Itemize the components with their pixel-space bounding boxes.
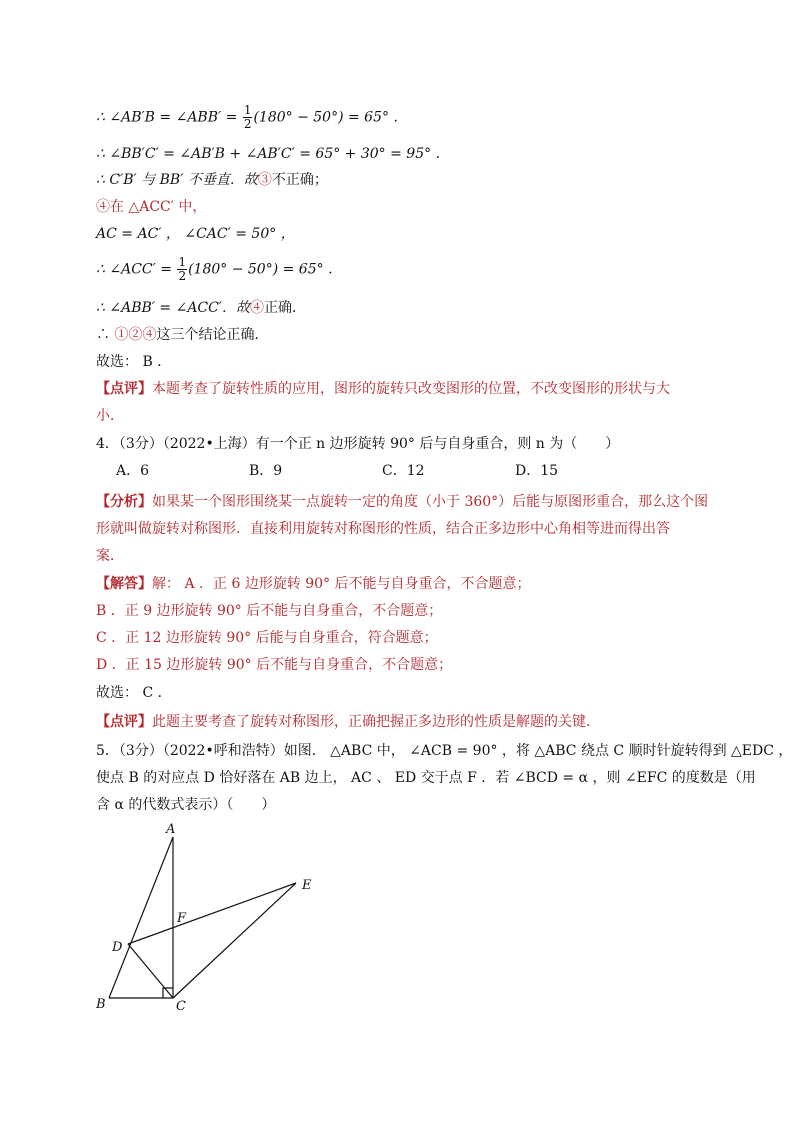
circled-number-4: ④ bbox=[250, 300, 265, 316]
option-d: D．15 bbox=[515, 463, 559, 479]
circled-numbers: ①②④ bbox=[114, 327, 157, 343]
label-a: A bbox=[166, 822, 176, 837]
review-line-2: 小． bbox=[96, 408, 124, 424]
question-5-stem-line-3: 含 α 的代数式表示）（ ） bbox=[96, 797, 276, 813]
solution-line-2: ∴ ∠BB′C′ = ∠AB′B + ∠AB′C′ = 65° + 30° = 95° . bbox=[96, 146, 441, 162]
fraction-denominator: 2 bbox=[243, 117, 252, 131]
answer-text: 解： A ．正 6 边形旋转 90° 后不能与自身重合，不合题意； bbox=[152, 576, 531, 592]
solution-line-4: ④在 △ACC′ 中， bbox=[96, 199, 207, 215]
review-text: 此题主要考查了旋转对称图形，正确把握正多边形的性质是解题的关键． bbox=[152, 714, 600, 730]
question-5-stem-line-2: 使点 B 的对应点 D 恰好落在 AB 边上， AC 、 ED 交于点 F ．若 ∠BCD = α ，则 ∠EFC 的度数是（用 bbox=[96, 770, 756, 786]
answer-line-2: B ．正 9 边形旋转 90° 后不能与自身重合，不合题意； bbox=[96, 603, 443, 619]
fraction-numerator: 1 bbox=[243, 103, 252, 117]
line-6-left: ∴ ∠ACC′ = bbox=[96, 261, 177, 278]
analysis-text: 如果某一个图形围绕某一点旋转一定的角度（小于 360°）后能与原图形重合，那么这个图 bbox=[152, 494, 709, 510]
review-tag: 【点评】 bbox=[96, 381, 152, 397]
line-7-left: ∴ ∠ABB′ = ∠ACC′．故 bbox=[96, 300, 251, 316]
answer-line-3: C ．正 12 边形旋转 90° 后能与自身重合，符合题意； bbox=[96, 630, 438, 646]
line-3-right: 不正确； bbox=[271, 172, 328, 188]
question-4-choice: 故选： C ． bbox=[96, 685, 172, 701]
line-6-right: (180° − 50°) = 65° . bbox=[188, 261, 333, 278]
label-d: D bbox=[112, 940, 123, 955]
analysis-tag: 【分析】 bbox=[96, 494, 152, 510]
line-8-right: 这三个结论正确． bbox=[156, 327, 269, 343]
line-3-left: ∴ C′B′ 与 BB′ 不垂直．故 bbox=[96, 172, 258, 188]
question-5-stem-line-1: 5．（3分）（2022•呼和浩特）如图． △ABC 中， ∠ACB = 90° ，将 △ABC 绕点 C 顺时针旋转得到 △EDC ， bbox=[96, 743, 793, 759]
label-b: B bbox=[96, 997, 106, 1012]
segment-de bbox=[128, 883, 296, 944]
line-1-right: (180° − 50°) = 65° . bbox=[253, 109, 398, 126]
question-4-stem: 4．（3分）（2022•上海）有一个正 n 边形旋转 90° 后与自身重合，则 n 为（ ） bbox=[96, 436, 620, 452]
line-7-right: 正确． bbox=[264, 300, 307, 316]
option-c: C．12 bbox=[382, 463, 425, 479]
segment-dc bbox=[128, 944, 173, 998]
segment-ab bbox=[109, 837, 173, 998]
solution-line-5: AC = AC′ ， ∠CAC′ = 50° ， bbox=[96, 226, 295, 242]
fraction-numerator: 1 bbox=[178, 255, 187, 269]
option-a: A．6 bbox=[116, 463, 150, 479]
label-c: C bbox=[176, 999, 186, 1014]
therefore-symbol: ∴ bbox=[96, 327, 115, 343]
circled-number-3: ③ bbox=[257, 172, 272, 188]
solution-choice: 故选： B ． bbox=[96, 354, 172, 370]
label-f: F bbox=[177, 911, 187, 926]
answer-tag: 【解答】 bbox=[96, 576, 152, 592]
review-text: 本题考查了旋转性质的应用，图形的旋转只改变图形的位置，不改变图形的形状与大 bbox=[152, 381, 670, 397]
analysis-line-3: 案． bbox=[96, 548, 124, 564]
fraction-denominator: 2 bbox=[178, 269, 187, 283]
answer-line-4: D ．正 15 边形旋转 90° 后不能与自身重合，不合题意； bbox=[96, 657, 453, 673]
review-tag: 【点评】 bbox=[96, 714, 152, 730]
analysis-line-2: 形就叫做旋转对称图形．直接利用旋转对称图形的性质，结合正多边形中心角相等进而得出答 bbox=[96, 521, 670, 537]
segment-ec bbox=[173, 883, 296, 998]
option-b: B．9 bbox=[249, 463, 283, 479]
line-1-left: ∴ ∠AB′B = ∠ABB′ = bbox=[96, 109, 242, 126]
label-e: E bbox=[302, 878, 312, 893]
